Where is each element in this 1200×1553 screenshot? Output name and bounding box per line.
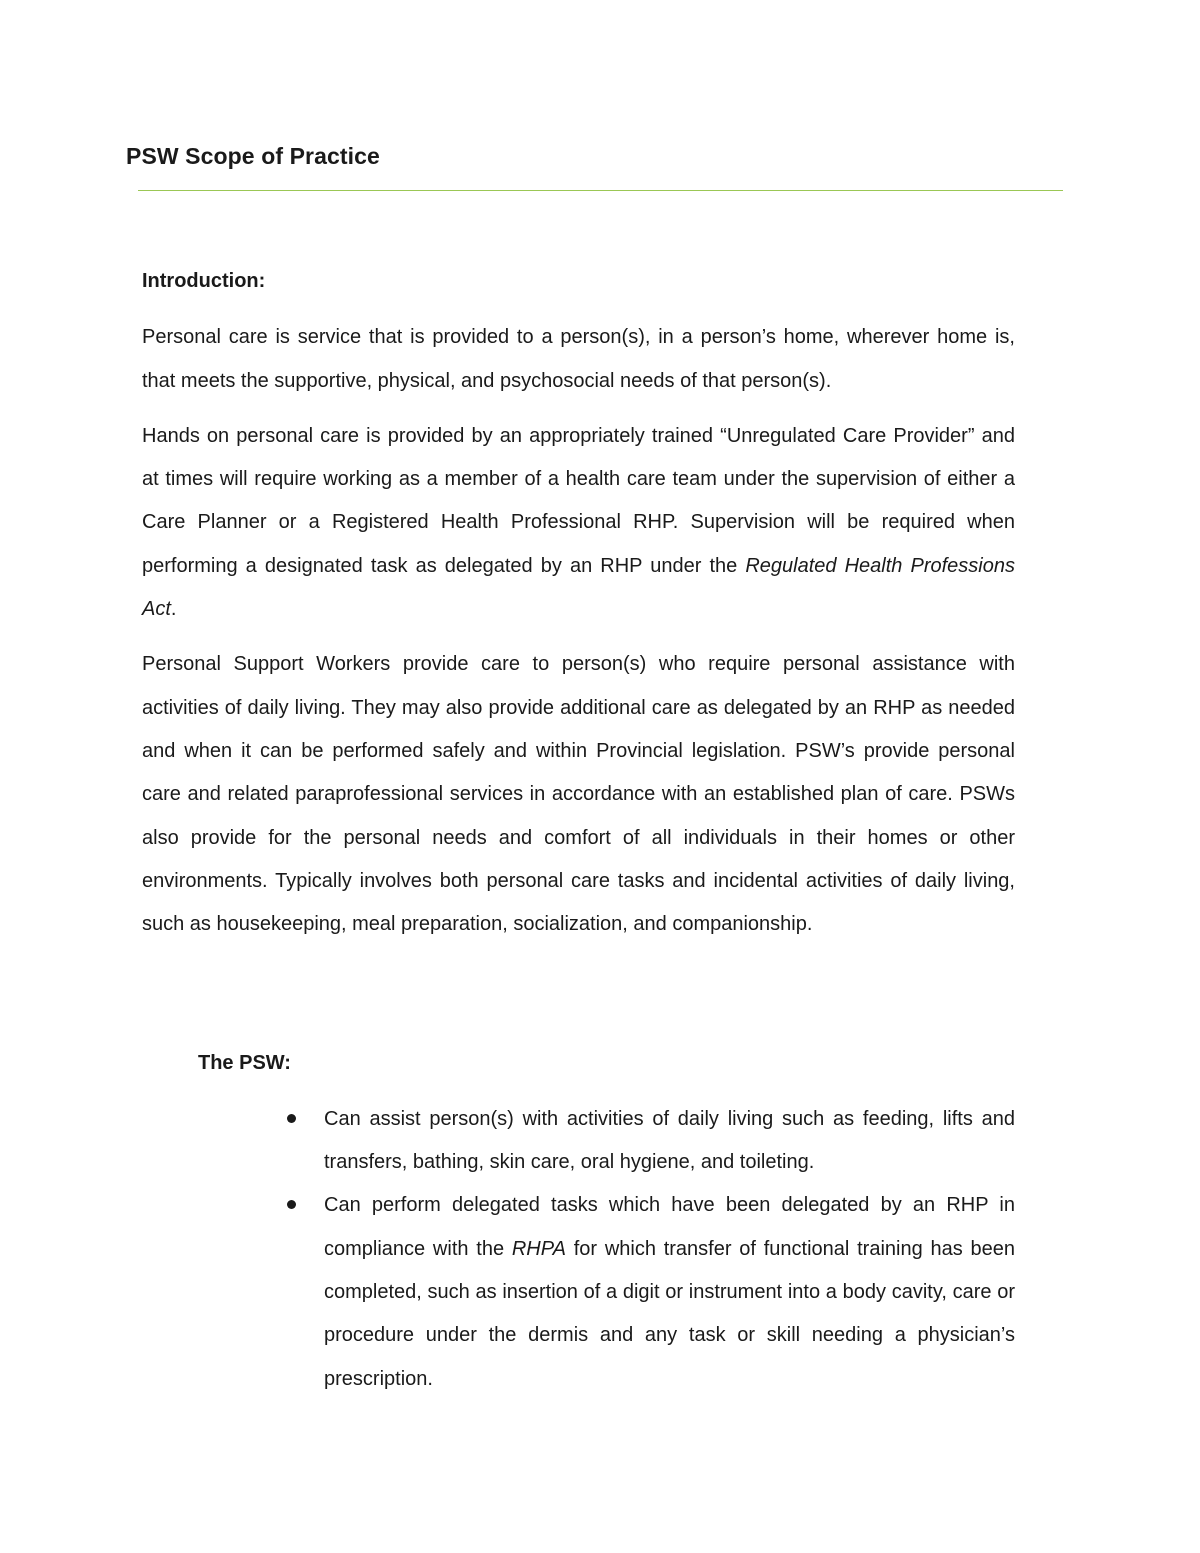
psw-bullet-list [142,1098,1015,1401]
intro-paragraph-3: Personal Support Workers provide care to person(s) who require personal assistance with activities of daily living. They may also provide additional care as delegated by an RHP as needed and when it can be performed safely and within Provincial legislation. PSW’s provide personal care and related paraprofessional services in accordance with an established plan of care. PSWs also provide for the personal needs and comfort of all individuals in their homes or other environments. Typically involves both personal care tasks and incidental activities of daily living, such as housekeeping, meal preparation, socialization, and companionship. [142,653,1015,936]
intro-paragraph-1: Personal care is service that is provided to a person(s), in a person’s home, wherever home is, that meets the supportive, physical, and psychosocial needs of that person(s). [142,326,1015,392]
bullet-icon [287,1200,296,1209]
title-divider [138,190,1063,191]
bullet-text: Can assist person(s) with activities of daily living such as feeding, lifts and transfers, bathing, skin care, oral hygiene, and toileting. [324,1107,1015,1174]
bullet-icon [287,1114,296,1123]
intro-paragraph-2 [142,415,1015,631]
bullet-text-end: for which transfer of functional training has been completed, such as insertion of a digit or instrument into a body cavity, care or procedure under the dermis and any task or skill needing a physician’s prescription. [324,1237,1015,1390]
page-title: PSW Scope of Practice [126,143,380,169]
act-title: Regulated Health Professions Act [142,554,1015,621]
intro-paragraph-2-end: . [170,598,177,621]
bullet-text-start: Can perform delegated tasks which have been delegated by an RHP in compliance with the [324,1194,1015,1260]
psw-heading: The PSW: [198,1052,291,1075]
introduction-heading: Introduction: [142,270,266,292]
intro-paragraph-2-text: Hands on personal care is provided by an appropriately trained “Unregulated Care Provider” and at times will require working as a member of a health care team under the supervision of either a Care Planner or a Registered Health Professional RHP. Supervision will be required when performing a designated task as delegated by an RHP under the [142,424,1015,577]
document-body [142,260,1015,1401]
rhpa-abbreviation: RHPA [511,1237,566,1260]
list-item [324,1184,1015,1400]
list-item [324,1098,1015,1185]
